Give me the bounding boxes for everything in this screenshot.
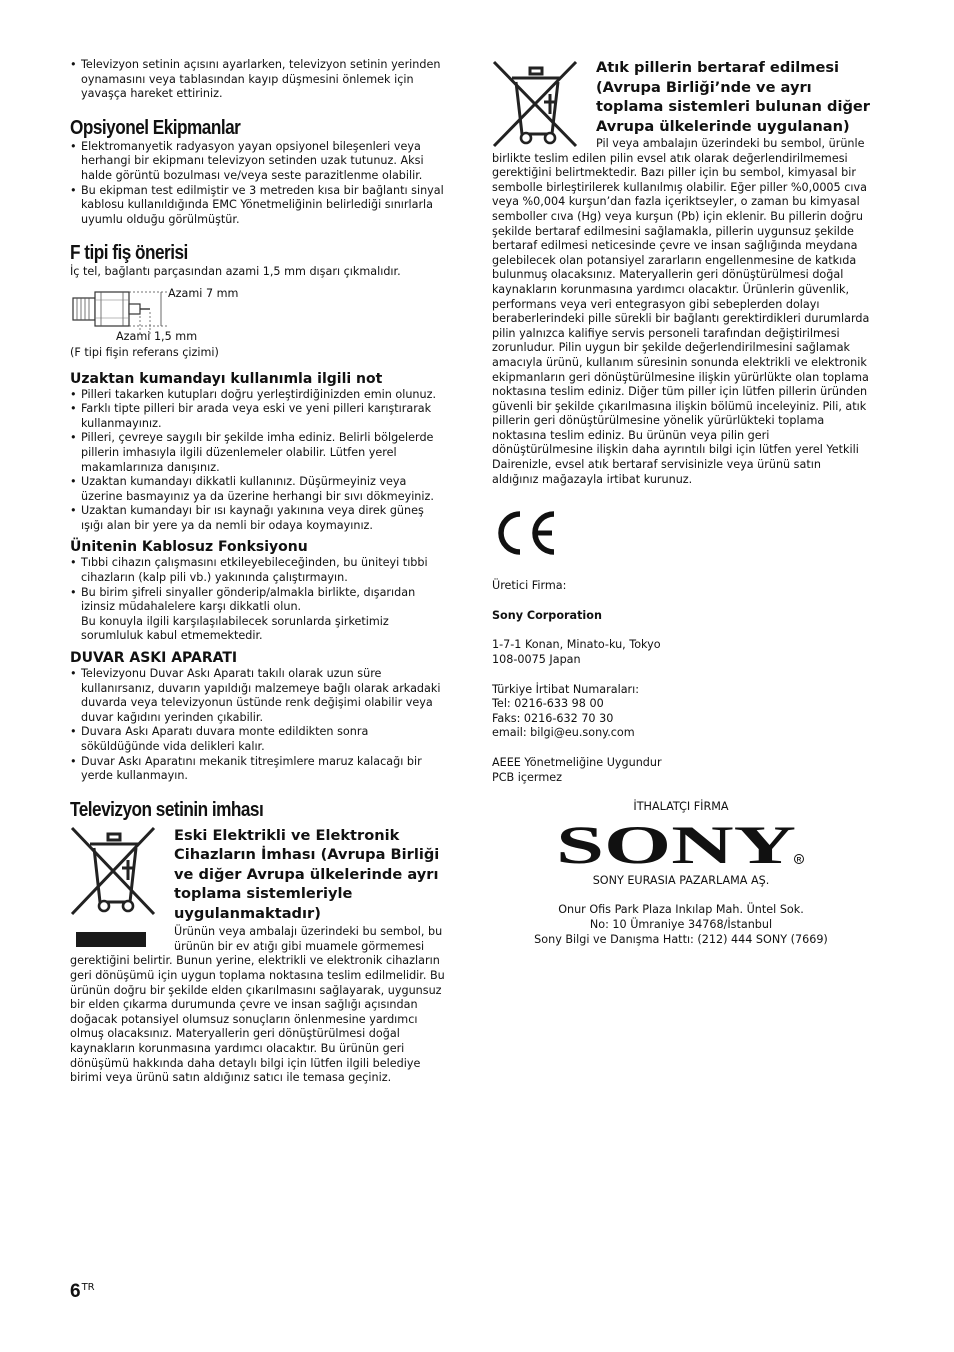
f-plug-caption: (F tipi fişin referans çizimi) [70, 345, 219, 359]
weee-text: Ürünün veya ambalajı üzerindeki bu sembol, bu ürünün bir ev atığı gibi muamele görmemesi gerektiğini belirtir. Bunun yerine, elektrikli ve elektronik cihazların geri dönüşümü için uygun toplama noktasına teslim edilmelidir. Bu ürünün doğru bir şekilde elden çıkarılmasını sağlayarak, uygunsuz bir elden çıkarma durumunda çevre ve insan sağlığı açısından doğacak potansiyel olumsuz sonuçların önlenmesine yardımcı olmuş olacaksınız. Materyallerin geri dönüştürülmesi doğal kaynakların korunmasına yardımcı olacaktır. Bu ürünün geri dönüşümü hakkında daha detaylı bilgi için lütfen ilgili belediye birimi veya ürünü satın aldığınız satıcı ile temasa geçiniz. [70, 925, 445, 1085]
svg-text:R: R [796, 856, 802, 864]
list-item: • Bu ekipman test edilmiştir ve 3 metreden kısa bir bağlantı sinyal kablosu kullanıldığında EMC Yönetmeliğinin belirlediği sınırlarla uyumlu olduğu görülmüştür. [70, 184, 448, 228]
disposal-section [70, 826, 448, 1086]
importer-hotline: Sony Bilgi ve Danışma Hattı: (212) 444 SONY (7669) [534, 932, 828, 946]
f-plug-figure [70, 286, 448, 348]
intro-list [70, 58, 448, 102]
f-plug-heading: F tipi fiş önerisi [70, 242, 188, 265]
contact-label: Türkiye İrtibat Numaraları: [492, 682, 640, 696]
importer-address-1: Onur Ofis Park Plaza Inkılap Mah. Üntel Sok. [558, 903, 804, 917]
optional-equipment-heading: Opsiyonel Ekipmanlar [70, 116, 241, 139]
manufacturer-address-2: 108-0075 Japan [492, 653, 581, 667]
list-item: • Uzaktan kumandayı dikkatli kullanınız. Düşürmeyiniz veya üzerine basmayınız ya da üzerine herhangi bir sıvı dökmeyiniz. [70, 475, 448, 504]
contact-fax: Faks: 0216-632 70 30 [492, 711, 614, 725]
list-item: • Elektromanyetik radyasyon yayan opsiyonel bileşenleri veya herhangi bir ekipmanı televizyon setinden uzak tutunuz. Aksi halde görüntü bozulması ve/veya seste parazitlenme olabilir. [70, 140, 448, 184]
list-item: • Pilleri, çevreye saygılı bir şekilde imha ediniz. Belirli bölgelerde pillerin imhasıyla ilgili düzenlemeler olabilir. Lütfen yerel makamlarınıza danışınız. [70, 431, 448, 475]
page-number-suffix: TR [81, 1282, 95, 1293]
remote-list [70, 388, 448, 534]
optional-equipment-list [70, 140, 448, 228]
disposal-heading: Televizyon setinin imhası [70, 798, 264, 821]
crossed-bin-icon [70, 826, 158, 952]
crossed-bin-icon [492, 58, 580, 150]
pcb-statement: PCB içermez [492, 770, 562, 784]
left-column [70, 58, 448, 1086]
importer-address-2: No: 10 Ümraniye 34768/İstanbul [589, 917, 773, 931]
battery-heading: Atık pillerin bertaraf edilmesi (Avrupa Birliği’nde ve ayrı toplama sistemleri bulunan diğer Avrupa ülkelerinde uygulanan) [596, 59, 870, 135]
list-item-text: Bu birim şifreli sinyaller gönderip/almakla birlikte, dışarıdan izinsiz müdahalelere karşı dikkatli olun. [81, 585, 416, 614]
f-plug-drawing [70, 286, 170, 334]
importer-label: İTHALATÇI FİRMA [633, 800, 729, 814]
battery-text: Pil veya ambalajın üzerindeki bu sembol, ürünle birlikte teslim edilen pilin evsel atık olarak değerlendirilmemesi gerektiğini belirtmektedir. Bazı piller için bu sembol, kimyasal bir sembolle birleştirilerek kullanılmış olabilir. Eğer piller %0,0005 cıva veya %0,004 kurşun’dan fazla içeriktseyler, o zaman bu kimyasal semboller cıva (Hg) veya kurşun (Pb) için eklenir. Bu pillerin doğru şekilde bertaraf edilmesini sağlamakla, pillerin uygunsuz şekilde bertaraf edilmesi neticesinde çevre ve insan sağlığında meydana gelebilecek olan potansiyel zararların engellenmesine de katkıda bulunmuş olacaksınız. Materyallerin geri dönüştürülmesi doğal kaynakların korunmasına yardımcı olacaktır. Ürünlerin güvenlik, performans veya veri entegrasyon gibi sebeplerden dolayı beraberlerindeki pille sürekli bir bağlantı gerektirdikleri durumlarda pilin yalnızca kalifiye servis personeli tarafından değiştirilmesi zorunludur. Pilin uygun bir şekilde değerlendirilmesini sağlamak amacıyla ürünü, kullanım süresinin sonunda elektrikli ve elektronik ekipmanların geri dönüştürülmesine ilişkin yürürlükte olan toplama noktasına teslim ediniz. Diğer tüm piller için lütfen pillerin üründen güvenli bir şekilde çıkarılmasına ilişkin bölümü inceleyiniz. Pili, atık pillerin geri dönüştürülmesine yönelik yürürlükteki toplama noktasına teslim ediniz. Bu ürünün veya pilin geri dönüştürülmesine ilişkin daha ayrıntılı bilgi için lütfen yerel Yetkili Dairenizle, evsel atık bertaraf servisinizle veya ürünü satın aldığınız mağazayla irtibat kurunuz. [492, 137, 870, 486]
manufacturer-label: Üretici Firma: [492, 579, 567, 593]
list-item: • Pilleri takarken kutupları doğru yerleştirdiğinizden emin olunuz. [70, 388, 448, 403]
ce-mark-icon [492, 509, 558, 557]
aeee-compliance: AEEE Yönetmeliğine Uygundur [492, 756, 662, 769]
list-item: • Televizyonu Duvar Askı Aparatı takılı olarak uzun süre kullanırsanız, duvarın yapıldığı malzemeye bağlı olarak arkadaki duvarda veya televizyonun üstünde renk değişimi olabilir veya duvar kağıdını yerinden çıkabilir. [70, 667, 448, 725]
page-number [70, 1281, 95, 1303]
list-item: • Televizyon setinin açısını ayarlarken, televizyon setinin yerinden oynamasını veya tablasından kayıp düşmesini önlemek için yavaşça hareket ettiriniz. [70, 58, 448, 102]
contact-tel: Tel: 0216-633 98 00 [492, 697, 604, 711]
page-number-value: 6 [70, 1281, 81, 1302]
remote-heading: Uzaktan kumandayı kullanımla ilgili not [70, 370, 383, 387]
list-item: • Farklı tipte pilleri bir arada veya eski ve yeni pilleri karıştırarak kullanmayınız. [70, 402, 448, 431]
wireless-heading: Ünitenin Kablosuz Fonksiyonu [70, 539, 308, 556]
importer-company: SONY EURASIA PAZARLAMA AŞ. [592, 873, 770, 887]
weee-subheading: Eski Elektrikli ve Elektronik Cihazların İmhası (Avrupa Birliği ve diğer Avrupa ülkelerinde ayrı toplama sistemleriyle uygulanmaktadır) [174, 826, 440, 922]
max-7mm-label: Azami 7 mm [168, 286, 239, 300]
manufacturer-name: Sony Corporation [492, 608, 602, 622]
list-item [70, 586, 448, 644]
contact-email: email: bilgi@eu.sony.com [492, 726, 635, 740]
list-item: • Tıbbi cihazın çalışmasını etkileyebileceğinden, bu üniteyi tıbbi cihazların (kalp pili vb.) yakınında çalıştırmayın. [70, 556, 448, 585]
list-item-continuation: Bu konuyla ilgili karşılaşılabilecek sorunlarda şirketimiz sorumluluk kabul etmemektedir. [81, 614, 389, 643]
list-item: • Duvar Askı Aparatını mekanik titreşimlere maruz kalacağı bir yerde kullanmayın. [70, 755, 448, 784]
wall-mount-list [70, 667, 448, 784]
wireless-list [70, 556, 448, 644]
manufacturer-address-1: 1-7-1 Konan, Minato-ku, Tokyo [492, 638, 661, 652]
sony-logo-text: SONY [556, 818, 796, 871]
wall-mount-heading: DUVAR ASKI APARATI [70, 650, 238, 667]
sony-logo [556, 819, 806, 871]
list-item: • Duvara Askı Aparatı duvara monte edildikten sonra söküldüğünde vida delikleri kalır. [70, 725, 448, 754]
battery-section [492, 58, 870, 487]
max-1-5mm-label: Azami 1,5 mm [116, 329, 198, 343]
list-item: • Uzaktan kumandayı bir ısı kaynağı yakınına veya direk güneş ışığı alan bir yere ya da nemli bir odaya koymayınız. [70, 504, 448, 533]
f-plug-text: İç tel, bağlantı parçasından azami 1,5 mm dışarı çıkmalıdır. [70, 265, 401, 279]
right-column [492, 58, 870, 947]
